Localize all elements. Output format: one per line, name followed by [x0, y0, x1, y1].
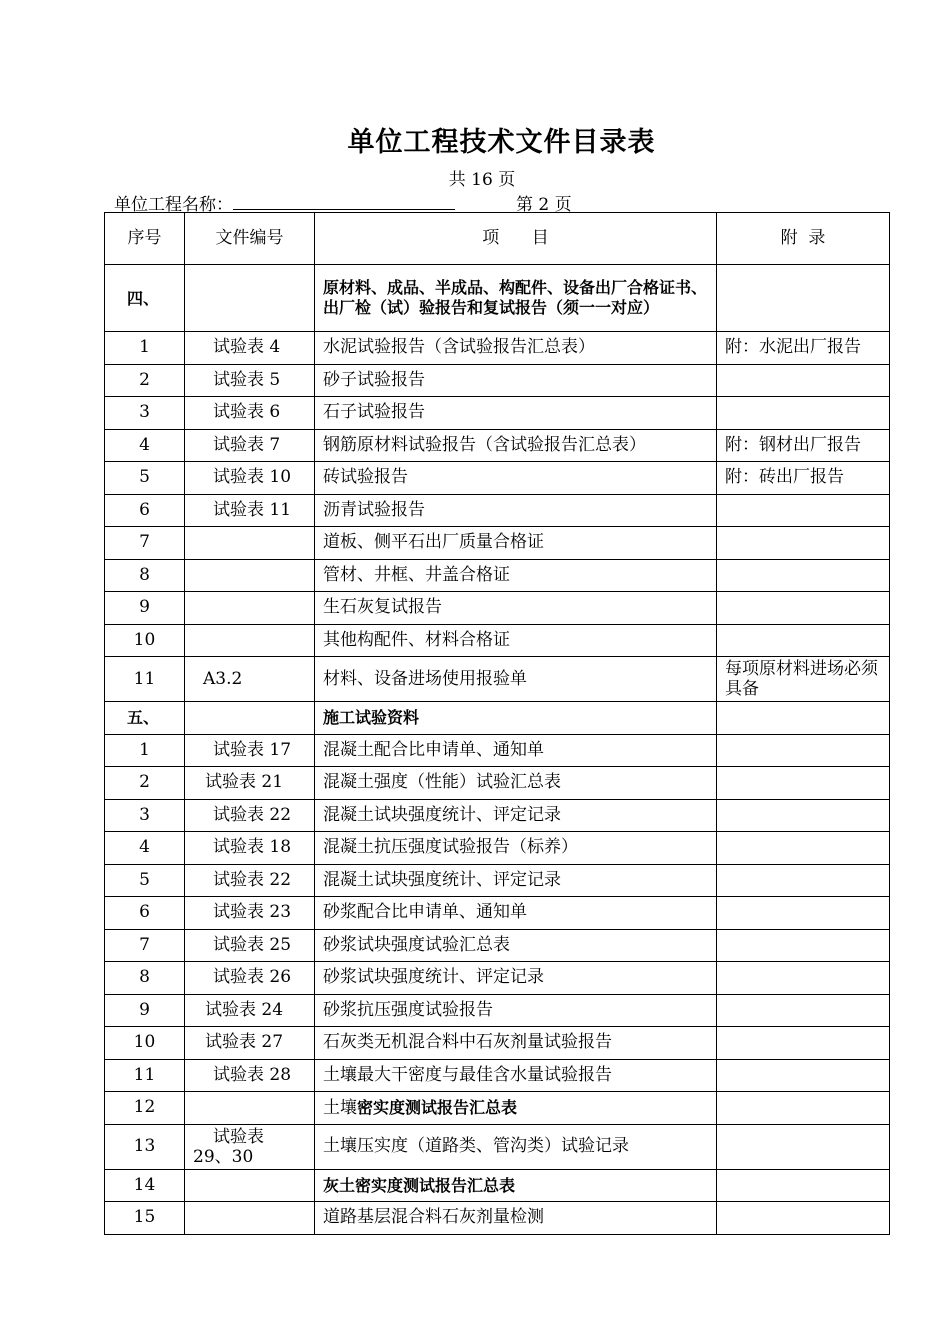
table-row — [105, 527, 890, 560]
section-title: 原材料、成品、半成品、构配件、设备出厂合格证书、出厂检（试）验报告和复试报告（须一一对应） — [315, 265, 717, 332]
row-item: 混凝土抗压强度试验报告（标养） — [315, 832, 717, 865]
row-seq: 10 — [105, 624, 185, 657]
row-code: 试验表 23 — [185, 897, 315, 930]
row-code: 试验表 17 — [185, 734, 315, 767]
row-seq: 2 — [105, 767, 185, 800]
row-note: 附：水泥出厂报告 — [717, 332, 890, 365]
row-code: 试验表 6 — [185, 397, 315, 430]
table-row — [105, 929, 890, 962]
row-item: 土壤压实度（道路类、管沟类）试验记录 — [315, 1124, 717, 1169]
row-seq: 14 — [105, 1169, 185, 1202]
row-seq: 11 — [105, 1059, 185, 1092]
row-note — [717, 527, 890, 560]
row-code: 试验表 22 — [185, 864, 315, 897]
row-note — [717, 397, 890, 430]
row-code: 试验表 18 — [185, 832, 315, 865]
section-number: 四、 — [105, 265, 185, 332]
row-item: 砖试验报告 — [315, 462, 717, 495]
row-code: 试验表 25 — [185, 929, 315, 962]
row-code: 试验表 4 — [185, 332, 315, 365]
row-note — [717, 1027, 890, 1060]
page-number: 第 2 页 — [516, 195, 572, 215]
table-row — [105, 494, 890, 527]
table-row — [105, 734, 890, 767]
row-code: A3.2 — [185, 657, 315, 702]
header-row — [105, 213, 890, 265]
row-note — [717, 832, 890, 865]
row-code — [185, 527, 315, 560]
row-item: 道路基层混合料石灰剂量检测 — [315, 1202, 717, 1235]
row-note — [717, 864, 890, 897]
table-row — [105, 657, 890, 702]
row-code: 试验表 28 — [185, 1059, 315, 1092]
row-code — [185, 1092, 315, 1125]
row-seq: 6 — [105, 897, 185, 930]
table-row — [105, 429, 890, 462]
row-code: 试验表 26 — [185, 962, 315, 995]
row-note — [717, 1202, 890, 1235]
table-row — [105, 364, 890, 397]
row-code: 试验表 24 — [185, 994, 315, 1027]
row-note — [717, 1169, 890, 1202]
table-row — [105, 897, 890, 930]
row-seq: 8 — [105, 559, 185, 592]
row-code: 试验表 29、30 — [185, 1124, 315, 1169]
file-catalog-table — [104, 212, 890, 1235]
row-code — [185, 1202, 315, 1235]
table-row — [105, 1059, 890, 1092]
table-row — [105, 832, 890, 865]
row-note — [717, 494, 890, 527]
table-row — [105, 864, 890, 897]
table-row — [105, 624, 890, 657]
row-note — [717, 767, 890, 800]
document-title: 单位工程技术文件目录表 — [347, 127, 656, 158]
row-note — [717, 364, 890, 397]
row-item: 管材、井框、井盖合格证 — [315, 559, 717, 592]
row-code: 试验表 7 — [185, 429, 315, 462]
row-seq: 9 — [105, 994, 185, 1027]
table-row — [105, 962, 890, 995]
row-note — [717, 734, 890, 767]
section-number: 五、 — [105, 702, 185, 735]
row-note — [717, 994, 890, 1027]
row-seq: 2 — [105, 364, 185, 397]
section-row-4 — [105, 265, 890, 332]
row-item: 水泥试验报告（含试验报告汇总表） — [315, 332, 717, 365]
row-seq: 11 — [105, 657, 185, 702]
row-item: 砂浆试块强度统计、评定记录 — [315, 962, 717, 995]
table-row — [105, 994, 890, 1027]
row-item: 其他构配件、材料合格证 — [315, 624, 717, 657]
header-code: 文件编号 — [185, 213, 315, 265]
row-seq: 13 — [105, 1124, 185, 1169]
row-seq: 5 — [105, 864, 185, 897]
row-seq: 4 — [105, 832, 185, 865]
row-note — [717, 559, 890, 592]
row-seq: 3 — [105, 397, 185, 430]
row-code: 试验表 5 — [185, 364, 315, 397]
row-item: 砂子试验报告 — [315, 364, 717, 397]
row-code: 试验表 10 — [185, 462, 315, 495]
table-row — [105, 397, 890, 430]
section-note — [717, 702, 890, 735]
row-note — [717, 1059, 890, 1092]
row-note: 附：砖出厂报告 — [717, 462, 890, 495]
section-title: 施工试验资料 — [315, 702, 717, 735]
row-seq: 15 — [105, 1202, 185, 1235]
row-item: 材料、设备进场使用报验单 — [315, 657, 717, 702]
table-row — [105, 1092, 890, 1125]
section-code — [185, 265, 315, 332]
row-item: 混凝土强度（性能）试验汇总表 — [315, 767, 717, 800]
table-row — [105, 1124, 890, 1169]
row-note — [717, 929, 890, 962]
row-code — [185, 592, 315, 625]
row-note — [717, 1092, 890, 1125]
row-item: 沥青试验报告 — [315, 494, 717, 527]
row-code: 试验表 11 — [185, 494, 315, 527]
row-item: 土壤最大干密度与最佳含水量试验报告 — [315, 1059, 717, 1092]
row-item: 石子试验报告 — [315, 397, 717, 430]
row-item: 灰土密实度测试报告汇总表 — [315, 1169, 717, 1202]
table-row — [105, 799, 890, 832]
row-item-bold: 密实度测试报告汇总表 — [357, 1097, 518, 1117]
section-row-5 — [105, 702, 890, 735]
row-item: 混凝土配合比申请单、通知单 — [315, 734, 717, 767]
row-note: 每项原材料进场必须具备 — [717, 657, 890, 702]
total-pages: 共 16 页 — [448, 170, 516, 190]
row-code — [185, 559, 315, 592]
row-note — [717, 962, 890, 995]
header-seq: 序号 — [105, 213, 185, 265]
row-code — [185, 1169, 315, 1202]
row-item: 石灰类无机混合料中石灰剂量试验报告 — [315, 1027, 717, 1060]
table-row — [105, 767, 890, 800]
table-row — [105, 332, 890, 365]
table-row — [105, 462, 890, 495]
row-seq: 4 — [105, 429, 185, 462]
row-seq: 5 — [105, 462, 185, 495]
row-item-plain: 土壤 — [323, 1097, 357, 1118]
row-seq: 3 — [105, 799, 185, 832]
row-seq: 10 — [105, 1027, 185, 1060]
row-item: 生石灰复试报告 — [315, 592, 717, 625]
table-row — [105, 1202, 890, 1235]
row-seq: 6 — [105, 494, 185, 527]
row-note — [717, 624, 890, 657]
table-row — [105, 592, 890, 625]
row-item: 砂浆试块强度试验汇总表 — [315, 929, 717, 962]
row-seq: 8 — [105, 962, 185, 995]
row-seq: 1 — [105, 332, 185, 365]
row-item: 砂浆抗压强度试验报告 — [315, 994, 717, 1027]
row-seq: 12 — [105, 1092, 185, 1125]
row-item: 混凝土试块强度统计、评定记录 — [315, 864, 717, 897]
table-row — [105, 1027, 890, 1060]
row-code: 试验表 21 — [185, 767, 315, 800]
unit-name-label: 单位工程名称： — [114, 195, 233, 215]
section-note — [717, 265, 890, 332]
unit-name-blank — [233, 195, 455, 210]
row-item: 砂浆配合比申请单、通知单 — [315, 897, 717, 930]
row-note — [717, 1124, 890, 1169]
header-item: 项 目 — [315, 213, 717, 265]
row-item — [315, 1092, 717, 1125]
table-row — [105, 1169, 890, 1202]
row-seq: 1 — [105, 734, 185, 767]
row-seq: 7 — [105, 527, 185, 560]
row-seq: 7 — [105, 929, 185, 962]
section-code — [185, 702, 315, 735]
row-seq: 9 — [105, 592, 185, 625]
row-item: 钢筋原材料试验报告（含试验报告汇总表） — [315, 429, 717, 462]
row-code: 试验表 22 — [185, 799, 315, 832]
table-row — [105, 559, 890, 592]
row-item: 道板、侧平石出厂质量合格证 — [315, 527, 717, 560]
row-note — [717, 799, 890, 832]
row-code — [185, 624, 315, 657]
header-note: 附 录 — [717, 213, 890, 265]
row-note: 附：钢材出厂报告 — [717, 429, 890, 462]
row-note — [717, 897, 890, 930]
row-note — [717, 592, 890, 625]
row-item: 混凝土试块强度统计、评定记录 — [315, 799, 717, 832]
row-code: 试验表 27 — [185, 1027, 315, 1060]
